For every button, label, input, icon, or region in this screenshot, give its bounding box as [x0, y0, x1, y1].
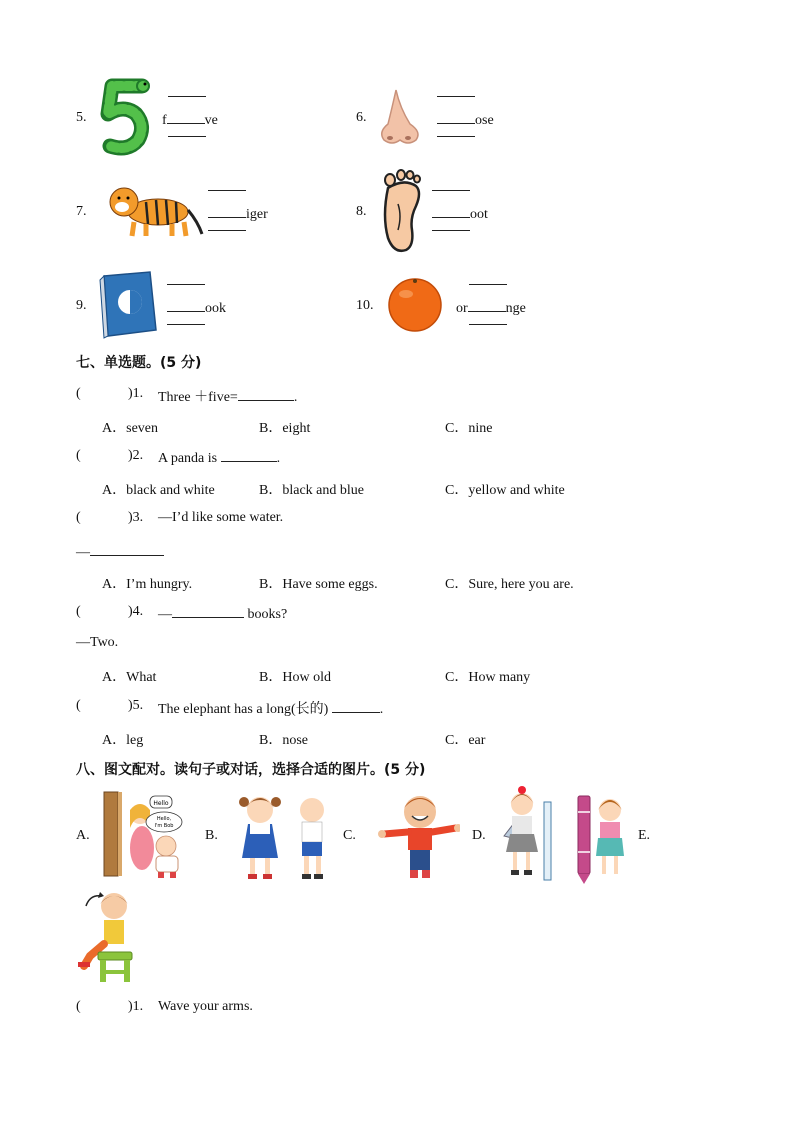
answer-paren-open[interactable]: ( [76, 604, 81, 619]
word-line [167, 298, 226, 317]
option-a[interactable]: A．What [102, 670, 157, 685]
letter-blank[interactable] [432, 204, 470, 218]
letter-blank[interactable] [167, 110, 205, 124]
greeting-at-door-picture [102, 788, 198, 880]
item-number: 6. [356, 110, 367, 125]
question-number: )2. [128, 448, 144, 463]
number-five-snake-icon [98, 78, 150, 156]
option-b[interactable]: B．Have some eggs. [259, 577, 378, 592]
answer-blank[interactable] [238, 387, 294, 401]
picture-label-b: B. [205, 828, 218, 843]
section-8-title: 八、图文配对。读句子或对话，选择合适的图片。(5 分) [76, 762, 426, 778]
nose-icon [378, 88, 424, 146]
word-suffix: nge [505, 301, 526, 316]
answer-paren-open[interactable]: ( [76, 386, 81, 401]
option-b[interactable]: B．eight [259, 421, 311, 436]
answer-blank[interactable] [332, 699, 380, 713]
item-number: 5. [76, 110, 87, 125]
question-number: )1. [128, 999, 144, 1014]
picture-label-c: C. [343, 828, 356, 843]
svg-text:I'm Bob: I'm Bob [154, 823, 174, 829]
item-number: 8. [356, 204, 367, 219]
word-prefix: f [162, 113, 167, 128]
letter-blank[interactable] [468, 298, 506, 312]
answer-blank[interactable] [90, 542, 164, 556]
option-b[interactable]: B．nose [259, 733, 309, 748]
question-number: )1. [128, 386, 144, 401]
word-line [208, 204, 268, 223]
picture-label-e: E. [638, 828, 651, 843]
girl-with-ruler-picture [498, 782, 558, 882]
boy-waving-arms-picture [378, 788, 460, 882]
option-a[interactable]: A．I’m hungry. [102, 577, 193, 592]
answer-blank[interactable] [221, 448, 277, 462]
question-number: )5. [128, 698, 144, 713]
answer-line: — [76, 542, 164, 561]
picture-label-d: D. [472, 828, 486, 843]
question-stem: Three ＋five= . [158, 386, 297, 406]
option-b[interactable]: B．How old [259, 670, 331, 685]
word-suffix: ook [205, 301, 226, 316]
word-line [456, 298, 526, 317]
option-c[interactable]: C．ear [445, 733, 486, 748]
question-stem: The elephant has a long(长的) . [158, 698, 383, 718]
question-number: )3. [128, 510, 144, 525]
question-number: )4. [128, 604, 144, 619]
girl-and-boy-picture [230, 788, 334, 882]
letter-blank[interactable] [437, 110, 475, 124]
bubble-text: Hello [153, 800, 169, 807]
word-suffix: ve [204, 113, 218, 128]
word-line [437, 110, 494, 129]
item-number: 7. [76, 204, 87, 219]
answer-paren-open[interactable]: ( [76, 999, 81, 1014]
question-stem: —I’d like some water. [158, 510, 284, 525]
tiger-icon [106, 182, 204, 238]
reply-line: —Two. [76, 635, 119, 650]
word-suffix: oot [470, 207, 488, 222]
answer-paren-open[interactable]: ( [76, 448, 81, 463]
question-text: Wave your arms. [158, 999, 253, 1014]
option-c[interactable]: C．How many [445, 670, 531, 685]
option-a[interactable]: A．leg [102, 733, 144, 748]
book-icon [96, 270, 160, 340]
child-sitting-on-stool-picture [76, 888, 136, 986]
answer-paren-open[interactable]: ( [76, 510, 81, 525]
item-number: 9. [76, 298, 87, 313]
option-a[interactable]: A．seven [102, 421, 159, 436]
option-c[interactable]: C．nine [445, 421, 493, 436]
girl-with-crayon-picture [574, 792, 630, 884]
svg-text:Hello,: Hello, [156, 816, 172, 822]
item-number: 10. [356, 298, 374, 313]
letter-blank[interactable] [167, 298, 205, 312]
foot-icon [378, 166, 426, 254]
option-c[interactable]: C．yellow and white [445, 483, 565, 498]
orange-icon [386, 276, 444, 332]
section-7-title: 七、单选题。(5 分) [76, 355, 202, 371]
answer-paren-open[interactable]: ( [76, 698, 81, 713]
word-line [162, 110, 218, 129]
word-line [432, 204, 488, 223]
answer-blank[interactable] [172, 604, 244, 618]
word-prefix: or [456, 301, 468, 316]
picture-label-a: A. [76, 828, 90, 843]
question-stem: — books? [158, 604, 287, 623]
option-a[interactable]: A．black and white [102, 483, 215, 498]
option-b[interactable]: B．black and blue [259, 483, 364, 498]
letter-blank[interactable] [208, 204, 246, 218]
option-c[interactable]: C．Sure, here you are. [445, 577, 574, 592]
question-stem: A panda is . [158, 448, 280, 467]
word-suffix: iger [246, 207, 268, 222]
word-suffix: ose [475, 113, 494, 128]
